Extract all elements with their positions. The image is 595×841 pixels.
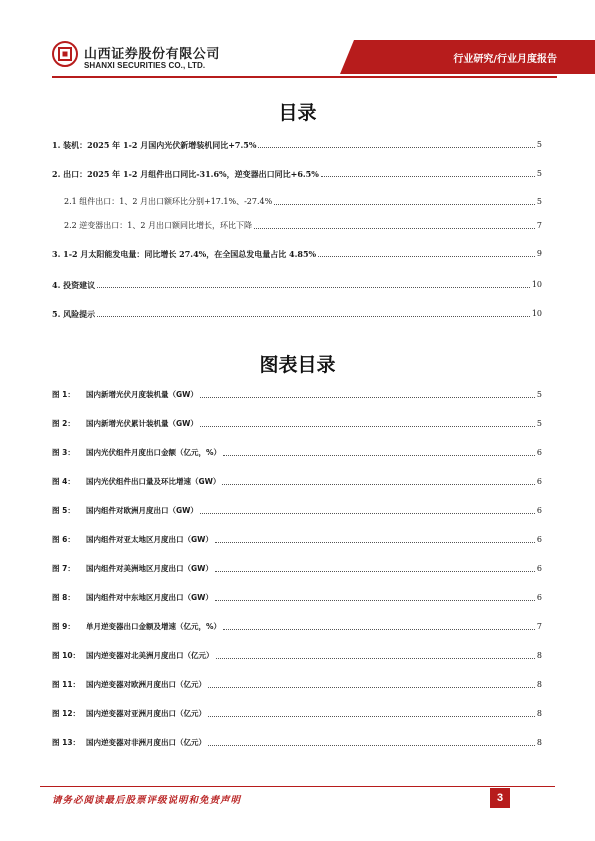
- figure-item-4[interactable]: 图 4： 国内光伏组件出口量及环比增速（GW） 6: [52, 477, 542, 486]
- company-logo-icon: [52, 41, 78, 67]
- figure-item-2[interactable]: 图 2： 国内新增光伏累计装机量（GW） 5: [52, 419, 542, 428]
- company-name-en: SHANXI SECURITIES CO., LTD.: [84, 61, 206, 70]
- header-divider: [52, 76, 557, 78]
- footer-disclaimer: 请务必阅读最后股票评级说明和免责声明: [52, 795, 242, 806]
- toc-item-1[interactable]: 1. 装机：2025 年 1-2 月国内光伏新增装机同比+7.5% 5: [52, 140, 542, 150]
- figure-item-10[interactable]: 图 10： 国内逆变器对北美洲月度出口（亿元） 8: [52, 651, 542, 660]
- toc-item-2[interactable]: 2. 出口：2025 年 1-2 月组件出口同比-31.6%，逆变器出口同比+6.5% 5: [52, 169, 542, 179]
- figure-item-11[interactable]: 图 11： 国内逆变器对欧洲月度出口（亿元） 8: [52, 680, 542, 689]
- toc-title: 目录: [278, 102, 317, 124]
- figure-item-13[interactable]: 图 13： 国内逆变器对非洲月度出口（亿元） 8: [52, 738, 542, 747]
- figure-item-7[interactable]: 图 7： 国内组件对美洲地区月度出口（GW） 6: [52, 564, 542, 573]
- toc-item-4[interactable]: 4. 投资建议 10: [52, 280, 542, 290]
- figure-item-8[interactable]: 图 8： 国内组件对中东地区月度出口（GW） 6: [52, 593, 542, 602]
- page-number: 3: [490, 788, 510, 808]
- figure-item-9[interactable]: 图 9： 单月逆变器出口金额及增速（亿元，%） 7: [52, 622, 542, 631]
- toc-item-2-2[interactable]: 2.2 逆变器出口：1、2 月出口额同比增长，环比下降 7: [64, 221, 542, 230]
- figure-item-3[interactable]: 图 3： 国内光伏组件月度出口金额（亿元，%） 6: [52, 448, 542, 457]
- footer-divider: [40, 786, 555, 787]
- figure-item-6[interactable]: 图 6： 国内组件对亚太地区月度出口（GW） 6: [52, 535, 542, 544]
- figures-title: 图表目录: [259, 354, 336, 376]
- toc-item-2-1[interactable]: 2.1 组件出口：1、2 月出口额环比分别+17.1%、-27.4% 5: [64, 197, 542, 206]
- figure-item-12[interactable]: 图 12： 国内逆变器对亚洲月度出口（亿元） 8: [52, 709, 542, 718]
- company-name-cn: 山西证券股份有限公司: [84, 47, 221, 62]
- toc-item-5[interactable]: 5. 风险提示 10: [52, 309, 542, 319]
- report-type-label: 行业研究/行业月度报告: [453, 54, 557, 65]
- toc-item-3[interactable]: 3. 1-2 月太阳能发电量：同比增长 27.4%，在全国总发电量占比 4.85% 9: [52, 249, 542, 259]
- figure-item-1[interactable]: 图 1： 国内新增光伏月度装机量（GW） 5: [52, 390, 542, 399]
- figure-item-5[interactable]: 图 5： 国内组件对欧洲月度出口（GW） 6: [52, 506, 542, 515]
- page-header: [0, 0, 595, 80]
